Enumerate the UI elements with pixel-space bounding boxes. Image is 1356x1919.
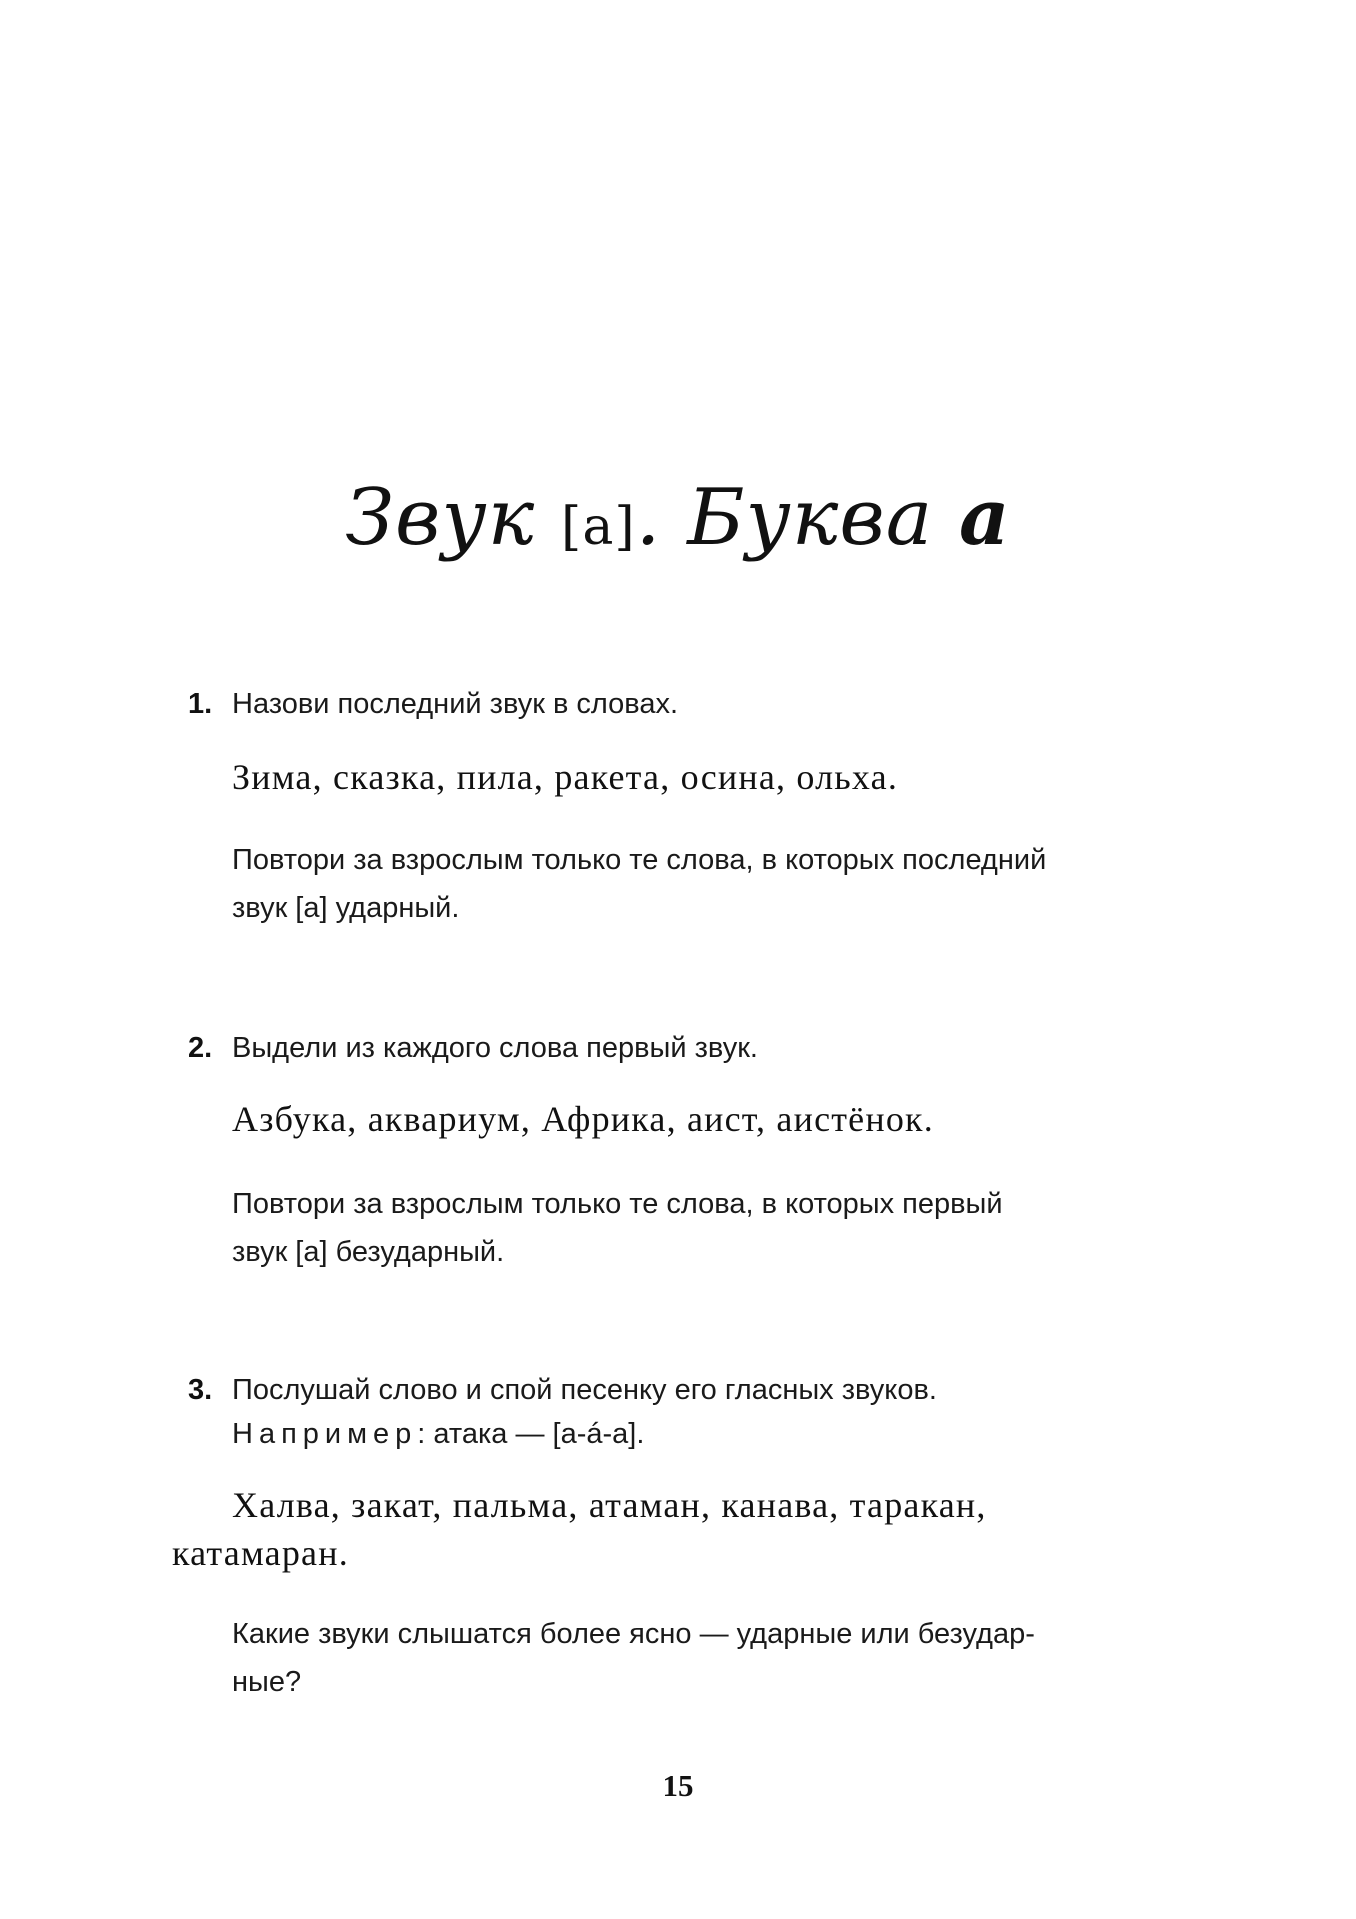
task-3-note-line-2: ные?: [232, 1666, 302, 1698]
task-1-words: Зима, сказка, пила, ракета, осина, ольха.: [232, 757, 899, 797]
task-3-example-label: Например: [232, 1418, 418, 1450]
title-letter: а: [959, 472, 1011, 563]
title-letter-word: Буква: [687, 473, 934, 563]
task-3-instruction: Послушай слово и спой песенку его гласных звуков.: [232, 1374, 937, 1406]
task-1-instruction: Назови последний звук в словах.: [232, 688, 679, 720]
title-sound-bracket: [а]: [561, 497, 636, 557]
title-sound-word: Звук: [345, 473, 536, 563]
task-3-words-line-2: катамаран.: [172, 1533, 349, 1573]
title-dot: .: [635, 473, 662, 563]
task-3-example: [232, 1414, 644, 1454]
task-2-note-line-1: Повтори за взрослым только те слова, в которых первый: [232, 1188, 1003, 1220]
task-3-words-line-1: Халва, закат, пальма, атаман, канава, таракан,: [232, 1485, 987, 1525]
task-2-note: [232, 1180, 1224, 1276]
task-2-number: 2.: [188, 1032, 213, 1064]
task-3-note-line-1: Какие звуки слышатся более ясно — ударные или безудар-: [232, 1618, 1035, 1650]
page-number: 15: [662, 1768, 694, 1803]
task-1-number: 1.: [188, 688, 213, 720]
task-1-note-line-1: Повтори за взрослым только те слова, в которых последний: [232, 844, 1047, 876]
task-1-note: [232, 836, 1224, 932]
task-2-note-line-2: звук [а] безударный.: [232, 1236, 505, 1268]
task-3-example-text: : атака — [а-á-а].: [417, 1418, 645, 1450]
task-2-instruction: Выдели из каждого слова первый звук.: [232, 1032, 758, 1064]
task-2-words: Азбука, аквариум, Африка, аист, аистёнок.: [232, 1099, 934, 1139]
task-1-note-line-2: звук [а] ударный.: [232, 892, 460, 924]
task-3-note: [232, 1610, 1224, 1706]
task-3-number: 3.: [188, 1374, 213, 1406]
page-title: [0, 468, 1356, 577]
